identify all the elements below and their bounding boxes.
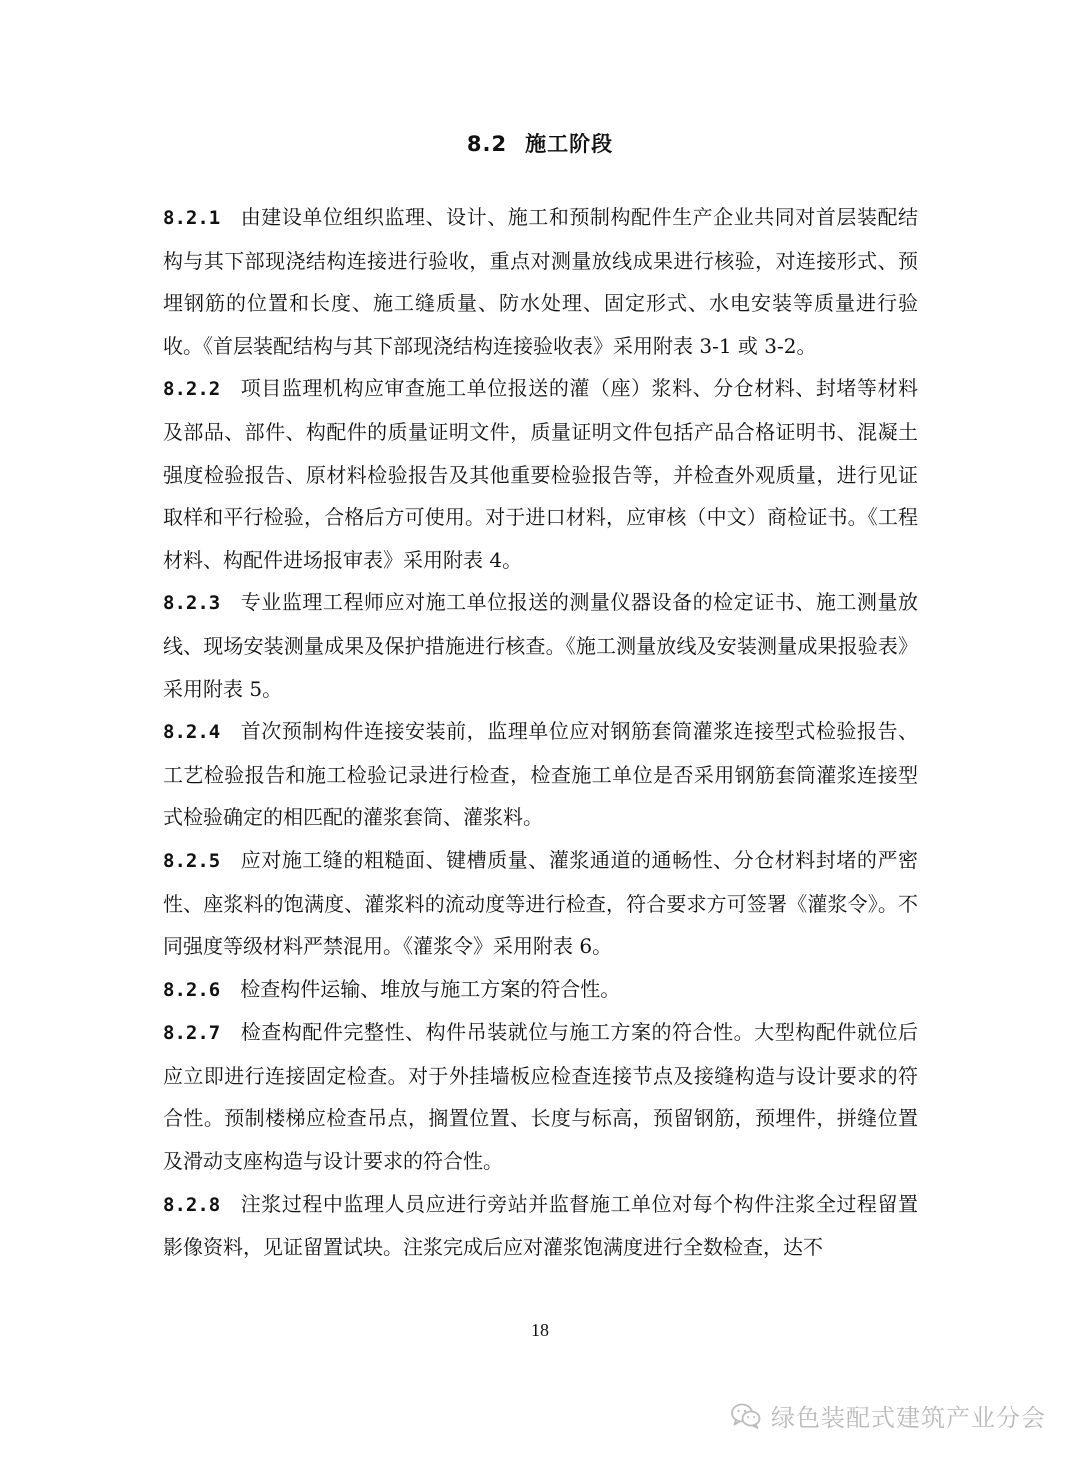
wechat-icon (731, 1403, 761, 1429)
body-text (163, 196, 918, 1269)
clause-8-2-6 (163, 968, 918, 1012)
clause-8-2-7 (163, 1011, 918, 1182)
clause-8-2-5 (163, 839, 918, 968)
clause-number: 8.2.1 (163, 207, 221, 229)
clause-8-2-3 (163, 581, 918, 710)
clause-number: 8.2.3 (163, 592, 221, 615)
clause-number: 8.2.8 (163, 1193, 221, 1216)
clause-8-2-4 (163, 710, 918, 839)
clause-number: 8.2.5 (163, 849, 221, 872)
clause-text: 检查构件运输、堆放与施工方案的符合性。 (240, 976, 621, 1001)
clause-text: 首次预制构件连接安装前，监理单位应对钢筋套筒灌浆连接型式检验报告、工艺检验报告和施工检验记录进行检查，检查施工单位是否采用钢筋套筒灌浆连接型式检验确定的相匹配的灌浆套筒、灌浆料。 (163, 719, 918, 830)
clause-text: 注浆过程中监理人员应进行旁站并监督施工单位对每个构件注浆全过程留置影像资料，见证留置试块。注浆完成后应对灌浆饱满度进行全数检查，达不 (163, 1191, 918, 1260)
section-heading: 施工阶段 (525, 132, 614, 156)
clause-number: 8.2.7 (163, 1022, 221, 1045)
clause-number: 8.2.6 (163, 978, 221, 1001)
clause-text: 由建设单位组织监理、设计、施工和预制构配件生产企业共同对首层装配结构与其下部现浇结构连接进行验收，重点对测量放线成果进行核验，对连接形式、预埋钢筋的位置和长度、施工缝质量、防水处理、固定形式、水电安装等质量进行验收。《首层装配结构与其下部现浇结构连接验收表》采用附表 3-1 或 3-2。 (163, 205, 918, 358)
section-title (0, 128, 1080, 158)
clause-text: 检查构配件完整性、构件吊装就位与施工方案的符合性。大型构配件就位后应立即进行连接固定检查。对于外挂墙板应检查连接节点及接缝构造与设计要求的符合性。预制楼梯应检查吊点，搁置位置、长度与标高，预留钢筋，预埋件，拼缝位置及滑动支座构造与设计要求的符合性。 (163, 1020, 918, 1174)
clause-number: 8.2.2 (163, 378, 221, 401)
clause-text: 应对施工缝的粗糙面、键槽质量、灌浆通道的通畅性、分仓材料封堵的严密性、座浆料的饱满度、灌浆料的流动度等进行检查，符合要求方可签署《灌浆令》。不同强度等级材料严禁混用。《灌浆令》采用附表 6。 (163, 847, 918, 959)
clause-8-2-2 (163, 367, 918, 581)
clause-8-2-8 (163, 1183, 918, 1269)
clause-number: 8.2.4 (163, 721, 221, 744)
clause-text: 项目监理机构应审查施工单位报送的灌（座）浆料、分仓材料、封堵等材料及部品、部件、构配件的质量证明文件，质量证明文件包括产品合格证明书、混凝土强度检验报告、原材料检验报告及其他重要检验报告等，并检查外观质量，进行见证取样和平行检验，合格后方可使用。对于进口材料，应审核（中文）商检证书。《工程材料、构配件进场报审表》采用附表 4。 (163, 376, 918, 572)
section-number: 8.2 (466, 132, 508, 156)
clause-text: 专业监理工程师应对施工单位报送的测量仪器设备的检定证书、施工测量放线、现场安装测量成果及保护措施进行核查。《施工测量放线及安装测量成果报验表》采用附表 5。 (163, 590, 918, 701)
clause-8-2-1 (163, 196, 918, 367)
page-number: 18 (531, 1320, 549, 1340)
watermark-text: 绿色装配式建筑产业分会 (771, 1404, 1046, 1432)
watermark (731, 1398, 1046, 1433)
